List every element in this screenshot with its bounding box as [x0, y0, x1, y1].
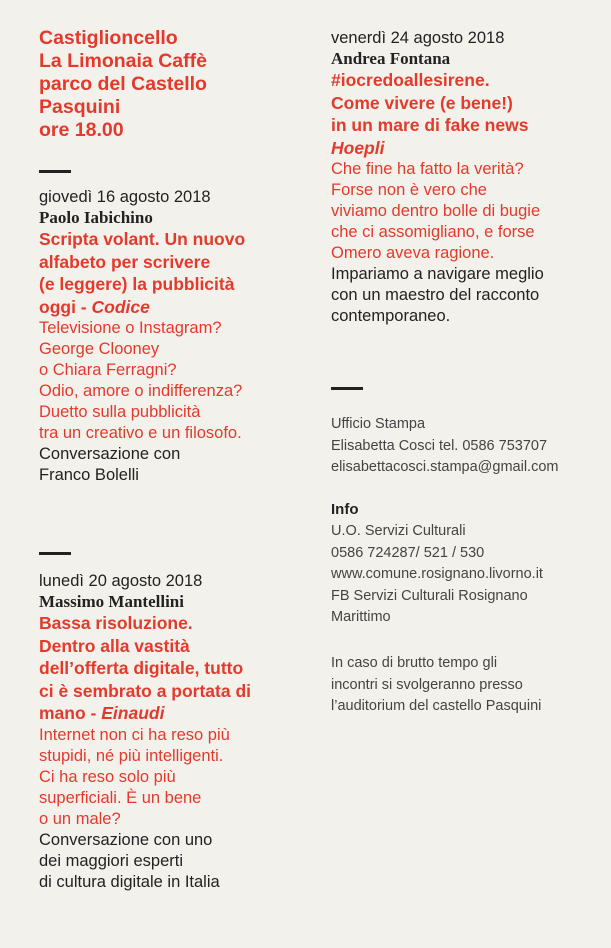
event-16-agosto: [39, 186, 324, 486]
divider: [39, 170, 71, 173]
event-speaker: Andrea Fontana: [331, 49, 451, 68]
info-block: [331, 499, 607, 629]
venue-line: ore 18.00: [39, 119, 124, 141]
info-line: 0586 724287/ 521 / 530: [331, 544, 485, 561]
press-email: elisabettacosci.stampa@gmail.com: [331, 459, 559, 475]
divider: [331, 387, 363, 390]
event-publisher: Codice: [91, 296, 150, 317]
press-label: Ufficio Stampa: [331, 416, 426, 432]
event-note: Impariamo a navigare meglio con un maestro del racconto contemporaneo.: [331, 265, 544, 325]
event-title: Scripta volant. Un nuovo alfabeto per scrivere (e leggere) la pubblicità oggi - Codice: [39, 229, 246, 317]
venue-line: Pasquini: [39, 96, 121, 118]
venue-line: Castiglioncello: [39, 27, 178, 49]
info-heading: Info: [331, 501, 359, 518]
event-publisher: Einaudi: [101, 703, 165, 723]
event-description: Che fine ha fatto la verità? Forse non è vero che viviamo dentro bolle di bugie che ci assomigliano, e forse Omero aveva ragione.: [331, 160, 541, 262]
venue-line: parco del Castello: [39, 73, 207, 95]
event-description: Televisione o Instagram? George Clooney o Chiara Ferragni? Odio, amore o indifferenza? Duetto sulla pubblicità tra un creativo e un filosofo.: [39, 319, 243, 442]
info-line: U.O. Servizi Culturali: [331, 523, 466, 539]
info-line: Marittimo: [331, 609, 391, 625]
event-title: #iocredoallesirene. Come vivere (e bene!) in un mare di fake news Hoepli: [331, 69, 607, 159]
event-note: Conversazione con uno dei maggiori esperti di cultura digitale in Italia: [39, 830, 220, 891]
event-speaker: Massimo Mantellini: [39, 592, 184, 611]
venue-block: [39, 27, 207, 142]
event-date: venerdì 24 agosto 2018: [331, 29, 505, 47]
info-line: FB Servizi Culturali Rosignano: [331, 587, 528, 604]
event-speaker: Paolo Iabichino: [39, 208, 153, 227]
event-date: lunedì 20 agosto 2018: [39, 572, 203, 590]
event-date: giovedì 16 agosto 2018: [39, 188, 211, 206]
press-office: [331, 414, 607, 479]
event-description: Internet non ci ha reso più stupidi, né più intelligenti. Ci ha reso solo più superficiali. È un bene o un male?: [39, 725, 230, 828]
event-20-agosto: [39, 570, 324, 893]
divider: [39, 552, 71, 555]
info-website: www.comune.rosignano.livorno.it: [331, 566, 543, 582]
event-publisher: Hoepli: [331, 137, 385, 158]
press-contact: Elisabetta Cosci tel. 0586 753707: [331, 437, 548, 454]
event-title: Bassa risoluzione. Dentro alla vastità dell’offerta digitale, tutto ci è sembrato a portata di mano - Einaudi: [39, 613, 252, 723]
event-24-agosto: [331, 27, 607, 327]
event-note: Conversazione con Franco Bolelli: [39, 445, 181, 484]
weather-note: In caso di brutto tempo gli incontri si svolgeranno presso l’auditorium del castello Pasquini: [331, 655, 542, 714]
venue-line: La Limonaia Caffè: [39, 50, 207, 72]
